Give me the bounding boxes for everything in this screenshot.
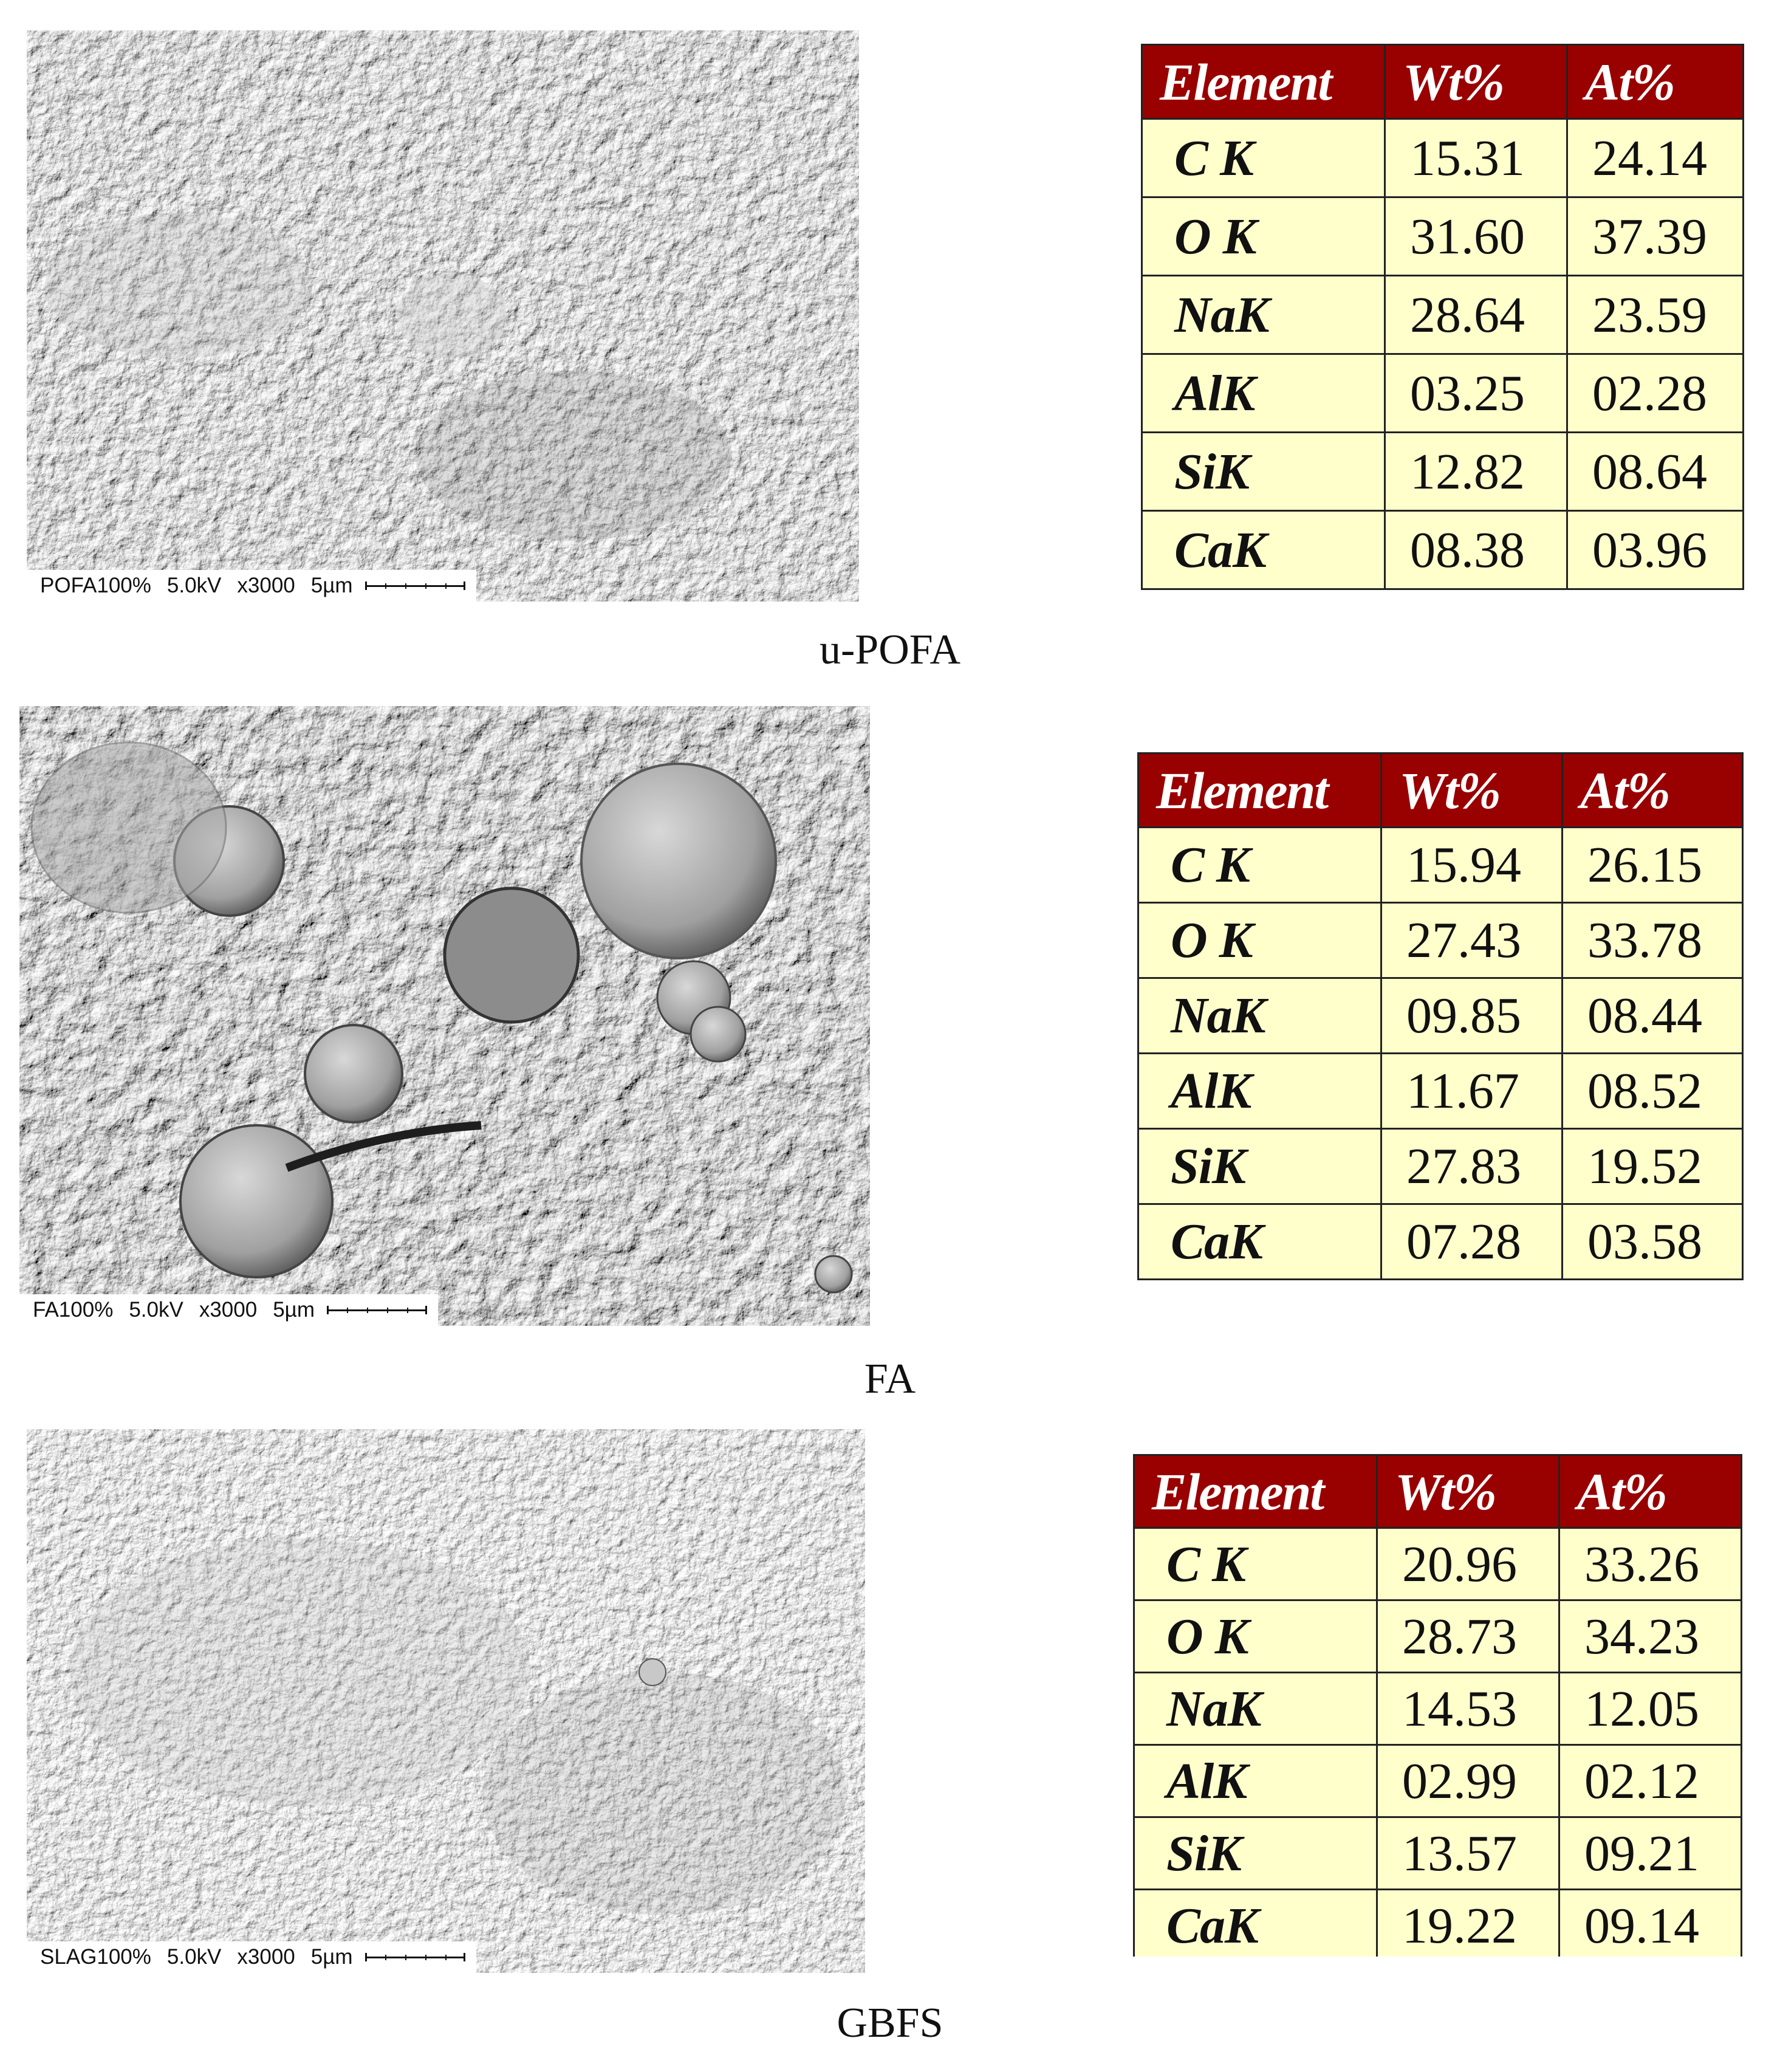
- sem-sample-label: SLAG100%: [40, 1945, 151, 1969]
- sem-scale-label: 5µm: [310, 574, 353, 597]
- at-cell: 33.78: [1563, 903, 1743, 978]
- at-cell: 34.23: [1559, 1600, 1742, 1673]
- at-cell: 08.44: [1563, 978, 1743, 1054]
- sem-scale-label: 5µm: [310, 1945, 353, 1969]
- table-row: [1142, 276, 1744, 354]
- element-cell: O K: [1138, 903, 1381, 978]
- header-element: Element: [1134, 1455, 1377, 1528]
- table-row: [1134, 1890, 1742, 1957]
- wt-cell: 27.83: [1381, 1129, 1563, 1204]
- at-cell: 03.58: [1563, 1204, 1743, 1280]
- scale-bar: [327, 1306, 427, 1314]
- scale-bar: [365, 581, 465, 590]
- table-row: [1142, 197, 1744, 276]
- wt-cell: 31.60: [1385, 197, 1567, 276]
- element-cell: AlK: [1142, 354, 1385, 433]
- wt-cell: 28.73: [1377, 1600, 1559, 1673]
- sem-image-fa: [19, 706, 870, 1326]
- table-row: [1138, 1054, 1743, 1129]
- table-row: [1138, 1204, 1743, 1280]
- element-cell: CaK: [1142, 511, 1385, 589]
- at-cell: 19.52: [1563, 1129, 1743, 1204]
- sem-sample-label: FA100%: [33, 1298, 114, 1322]
- eds-table-fa: [1137, 752, 1744, 1280]
- sem-voltage-label: 5.0kV: [129, 1298, 183, 1322]
- header-at: At%: [1567, 45, 1744, 119]
- element-cell: SiK: [1138, 1129, 1381, 1204]
- header-wt: Wt%: [1385, 45, 1567, 119]
- element-cell: AlK: [1138, 1054, 1381, 1129]
- table-row: [1138, 1129, 1743, 1204]
- caption-gbfs: GBFS: [837, 2000, 943, 2046]
- at-cell: 24.14: [1567, 119, 1744, 197]
- caption-fa: FA: [864, 1356, 916, 1402]
- wt-cell: 28.64: [1385, 276, 1567, 354]
- at-cell: 12.05: [1559, 1673, 1742, 1745]
- sem-info-bar: [27, 570, 476, 602]
- table-row: [1142, 119, 1744, 197]
- caption-u-pofa: u-POFA: [819, 626, 961, 673]
- element-cell: NaK: [1134, 1673, 1377, 1745]
- wt-cell: 19.22: [1377, 1890, 1559, 1957]
- element-cell: SiK: [1134, 1817, 1377, 1890]
- wt-cell: 09.85: [1381, 978, 1563, 1054]
- table-row: [1138, 828, 1743, 903]
- wt-cell: 02.99: [1377, 1745, 1559, 1817]
- wt-cell: 20.96: [1377, 1528, 1559, 1600]
- table-row: [1134, 1600, 1742, 1673]
- element-cell: C K: [1138, 828, 1381, 903]
- table-row: [1138, 903, 1743, 978]
- sem-info-bar: [19, 1294, 438, 1326]
- scale-bar: [365, 1953, 465, 1961]
- wt-cell: 15.31: [1385, 119, 1567, 197]
- wt-cell: 07.28: [1381, 1204, 1563, 1280]
- at-cell: 03.96: [1567, 511, 1744, 589]
- table-row: [1138, 978, 1743, 1054]
- header-element: Element: [1142, 45, 1385, 119]
- header-at: At%: [1563, 753, 1743, 828]
- element-cell: SiK: [1142, 433, 1385, 511]
- wt-cell: 15.94: [1381, 828, 1563, 903]
- sem-magnification-label: x3000: [237, 574, 295, 597]
- table-row: [1134, 1817, 1742, 1890]
- sem-voltage-label: 5.0kV: [166, 574, 222, 597]
- sem-image-gbfs: [27, 1429, 865, 1973]
- table-row: [1142, 354, 1744, 433]
- sem-image-u-pofa: [27, 30, 859, 602]
- element-cell: C K: [1134, 1528, 1377, 1600]
- wt-cell: 08.38: [1385, 511, 1567, 589]
- element-cell: NaK: [1142, 276, 1385, 354]
- at-cell: 33.26: [1559, 1528, 1742, 1600]
- table-row: [1134, 1745, 1742, 1817]
- element-cell: CaK: [1134, 1890, 1377, 1957]
- sem-scale-label: 5µm: [273, 1298, 315, 1322]
- table-row: [1134, 1528, 1742, 1600]
- header-at: At%: [1559, 1455, 1742, 1528]
- at-cell: 26.15: [1563, 828, 1743, 903]
- at-cell: 08.52: [1563, 1054, 1743, 1129]
- table-row: [1134, 1673, 1742, 1745]
- sem-info-bar: [27, 1941, 476, 1973]
- element-cell: C K: [1142, 119, 1385, 197]
- at-cell: 23.59: [1567, 276, 1744, 354]
- at-cell: 02.12: [1559, 1745, 1742, 1817]
- wt-cell: 12.82: [1385, 433, 1567, 511]
- element-cell: O K: [1142, 197, 1385, 276]
- wt-cell: 14.53: [1377, 1673, 1559, 1745]
- sem-voltage-label: 5.0kV: [166, 1945, 222, 1969]
- at-cell: 02.28: [1567, 354, 1744, 433]
- header-wt: Wt%: [1381, 753, 1563, 828]
- wt-cell: 27.43: [1381, 903, 1563, 978]
- element-cell: CaK: [1138, 1204, 1381, 1280]
- sem-magnification-label: x3000: [237, 1945, 295, 1969]
- at-cell: 08.64: [1567, 433, 1744, 511]
- element-cell: O K: [1134, 1600, 1377, 1673]
- sem-sample-label: POFA100%: [40, 574, 151, 597]
- element-cell: AlK: [1134, 1745, 1377, 1817]
- wt-cell: 03.25: [1385, 354, 1567, 433]
- table-row: [1142, 433, 1744, 511]
- element-cell: NaK: [1138, 978, 1381, 1054]
- eds-table-u-pofa: [1141, 44, 1744, 590]
- wt-cell: 11.67: [1381, 1054, 1563, 1129]
- header-element: Element: [1138, 753, 1381, 828]
- at-cell: 37.39: [1567, 197, 1744, 276]
- header-wt: Wt%: [1377, 1455, 1559, 1528]
- table-row: [1142, 511, 1744, 589]
- sem-magnification-label: x3000: [199, 1298, 258, 1322]
- wt-cell: 13.57: [1377, 1817, 1559, 1890]
- eds-table-gbfs: [1133, 1454, 1742, 1957]
- eds-table-gbfs-frame: [1131, 1452, 1745, 1957]
- at-cell: 09.14: [1559, 1890, 1742, 1957]
- at-cell: 09.21: [1559, 1817, 1742, 1890]
